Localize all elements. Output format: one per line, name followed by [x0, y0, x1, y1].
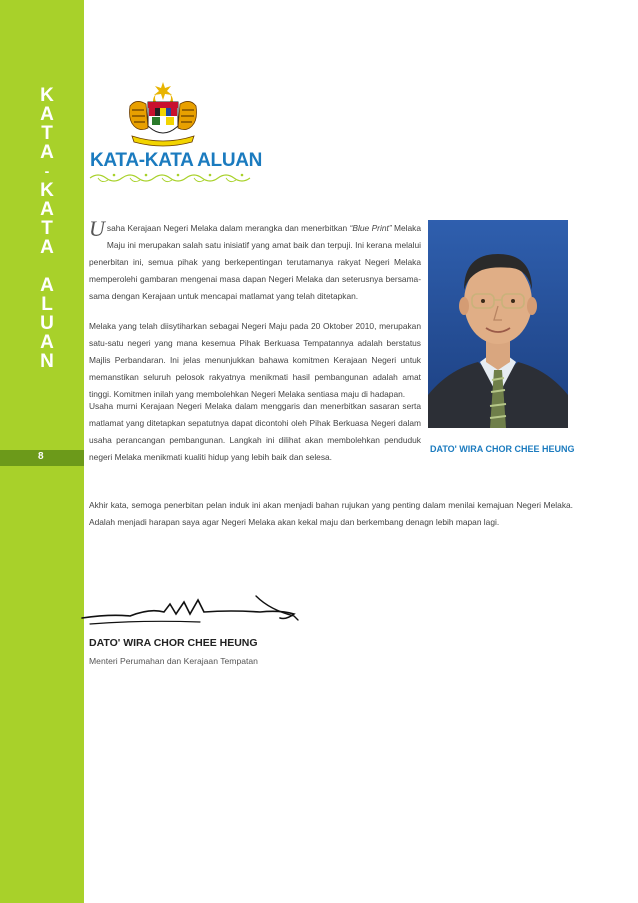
signer-name: DATO' WIRA CHOR CHEE HEUNG	[89, 637, 258, 649]
malaysia-coat-of-arms-icon	[118, 80, 208, 150]
sidebar-letter: N	[40, 351, 54, 372]
sidebar-letter: T	[41, 218, 53, 239]
portrait-caption: DATO' WIRA CHOR CHEE HEUNG	[430, 444, 575, 454]
body-paragraph-2: Melaka yang telah diisytiharkan sebagai Negeri Maju pada 20 Oktober 2010, merupakan satu-satu negeri yang mana kesemua Pihak Berkuasa Tempatannya adalah berstatus Majlis Perbandaran. Ini jelas menunjukkan bahawa komitmen Kerajaan Negeri untuk memanstikan seluruh pelosok rakyatnya menikmati hasil pembangunan adalah amat tinggi. Komitmen inilah yang membolehkan Negeri Melaka sentiasa maju di hadapan.	[89, 321, 421, 399]
sidebar-letter: -	[44, 163, 50, 179]
sidebar-letter: T	[41, 123, 53, 144]
body-paragraph-3: Usaha murni Kerajaan Negeri Melaka dalam menggaris dan menerbitkan sasaran serta matlamat yang ditetapkan sepatutnya dapat dicontohi oleh Pihak Berkuasa Negeri dalam usaha perancangan pembangunan. Langkah ini dilihat akan membolehkan penduduk negeri Melaka menikmati kualiti hidup yang lebih baik dan selesa.	[89, 401, 421, 462]
intro-text: saha Kerajaan Negeri Melaka dalam merangka dan menerbitkan	[106, 223, 348, 233]
ornament-divider-icon	[88, 170, 258, 186]
page-title: KATA-KATA ALUAN	[90, 150, 263, 171]
sidebar-letter: A	[40, 237, 54, 258]
sidebar-letter-gap	[36, 257, 58, 276]
sidebar-letter: U	[40, 313, 54, 334]
signer-title: Menteri Perumahan dan Kerajaan Tempatan	[89, 656, 258, 666]
sidebar-letter: A	[40, 275, 54, 296]
sidebar-letter: A	[40, 199, 54, 220]
sidebar-letter: A	[40, 332, 54, 353]
sidebar-letter: K	[40, 85, 54, 106]
intro-quote: “Blue Print”	[349, 223, 392, 233]
intro-paragraph	[89, 216, 422, 305]
intro-rest: Melaka Maju ini merupakan salah satu inisiatif yang amat baik dan terpuji. Ini kerana melalui penerbitan ini, semua pihak yang berkepentingan terutamanya rakyat Negeri Melaka memperolehi gambaran mengenai masa dapan Negeri Melaka dan seterusnya bersama-sama dengan Kerajaan untuk mencapai matlamat yang telah ditetapkan.	[89, 223, 422, 301]
sidebar-letter: A	[40, 104, 54, 125]
portrait-photo	[428, 220, 568, 428]
sidebar-letter: A	[40, 142, 54, 163]
drop-cap: U	[89, 216, 105, 241]
body-paragraph-4: Akhir kata, semoga penerbitan pelan induk ini akan menjadi bahan rujukan yang penting dalam menilai kemajuan Negeri Melaka. Adalah menjadi harapan saya agar Negeri Melaka akan kekal maju dan berkembang denagn lebih mapan lagi.	[89, 500, 573, 527]
handwritten-signature	[80, 590, 302, 630]
sidebar-letter: K	[40, 180, 54, 201]
sidebar-letter: L	[41, 294, 53, 315]
page-number: 8	[38, 451, 44, 462]
sidebar-vertical-title	[36, 86, 58, 371]
